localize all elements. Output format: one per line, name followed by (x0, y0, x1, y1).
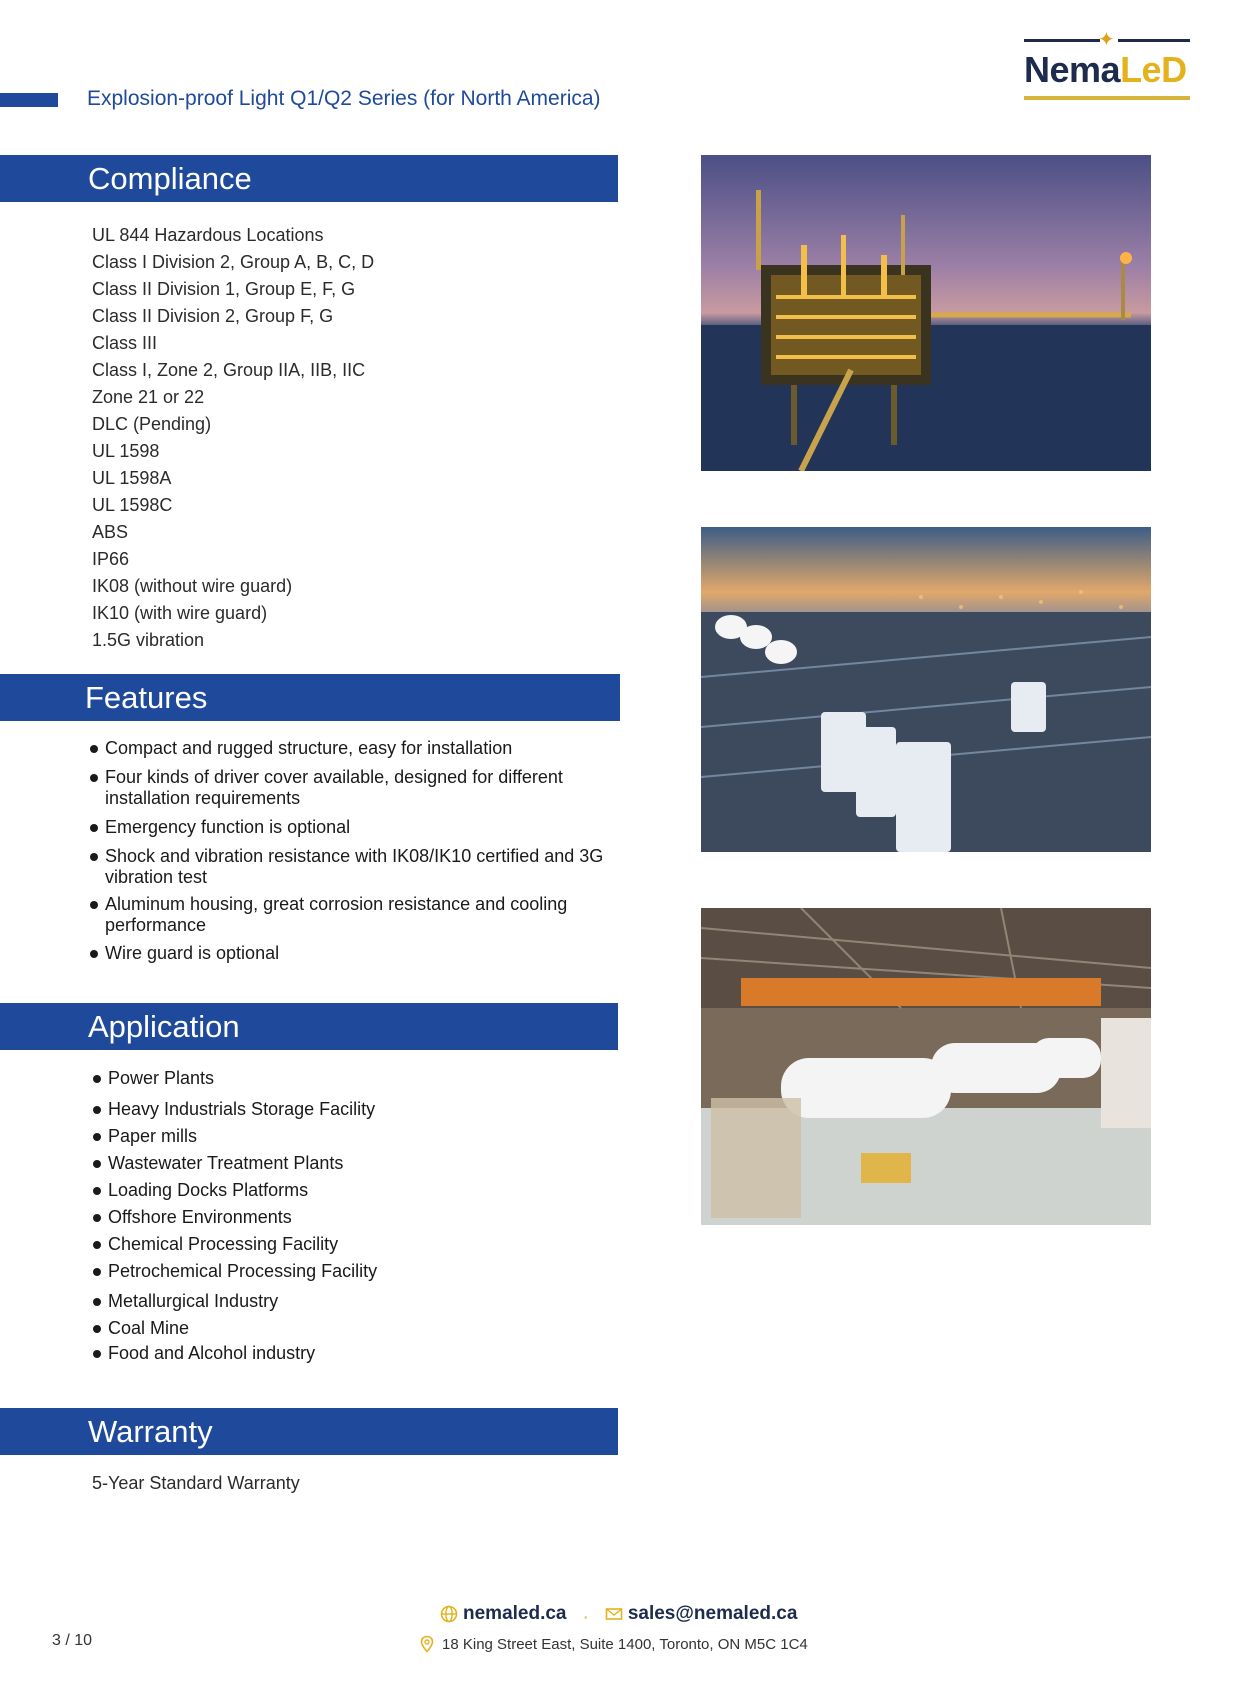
application-item: Wastewater Treatment Plants (93, 1153, 593, 1174)
document-title: Explosion-proof Light Q1/Q2 Series (for North America) (87, 87, 601, 110)
features-item: Shock and vibration resistance with IK08/IK10 certified and 3G vibration test (90, 846, 610, 888)
warranty-heading-bar (0, 1408, 618, 1455)
compliance-list (92, 222, 374, 654)
warranty-heading: Warranty (88, 1414, 213, 1449)
footer-contacts (440, 1603, 797, 1629)
features-heading: Features (85, 680, 208, 715)
compliance-item: DLC (Pending) (92, 414, 212, 434)
compliance-item: Class II Division 1, Group E, F, G (92, 279, 356, 299)
address-text: 18 King Street East, Suite 1400, Toronto, ON M5C 1C4 (442, 1635, 808, 1653)
application-heading: Application (88, 1009, 240, 1044)
features-list (90, 738, 610, 964)
features-item: Compact and rugged structure, easy for installation (90, 738, 610, 759)
application-item: Metallurgical Industry (93, 1291, 593, 1312)
compliance-item: UL 1598A (92, 468, 172, 488)
application-item: Loading Docks Platforms (93, 1180, 593, 1201)
compliance-item: Class I Division 2, Group A, B, C, D (92, 252, 375, 272)
email-text: sales@nemaled.ca (627, 1603, 798, 1624)
compliance-item: 1.5G vibration (92, 630, 205, 650)
footer-separator: · (582, 1607, 589, 1628)
logo-line-left (1024, 39, 1100, 42)
application-item: Chemical Processing Facility (93, 1234, 593, 1255)
mail-icon (605, 1605, 623, 1623)
globe-icon (440, 1605, 458, 1623)
application-list (93, 1068, 593, 1364)
compliance-item: IP66 (92, 549, 130, 569)
compliance-item: IK08 (without wire guard) (92, 576, 293, 596)
application-item: Food and Alcohol industry (93, 1343, 593, 1364)
offshore-platform-photo (701, 155, 1151, 471)
website-link[interactable] (440, 1603, 567, 1625)
application-item: Offshore Environments (93, 1207, 593, 1228)
application-item: Coal Mine (93, 1318, 593, 1339)
maple-leaf-icon: ✦ (1098, 29, 1115, 51)
compliance-item: UL 844 Hazardous Locations (92, 225, 324, 245)
nemaled-logo (1018, 30, 1198, 106)
compliance-item: Class II Division 2, Group F, G (92, 306, 334, 326)
application-item: Petrochemical Processing Facility (93, 1261, 593, 1282)
warranty-text: 5-Year Standard Warranty (92, 1473, 300, 1493)
features-heading-bar (0, 674, 620, 721)
application-item: Heavy Industrials Storage Facility (93, 1099, 593, 1120)
compliance-item: UL 1598 (92, 441, 160, 461)
compliance-item: Class I, Zone 2, Group IIA, IIB, IIC (92, 360, 366, 380)
refinery-photo (701, 527, 1151, 852)
compliance-item: UL 1598C (92, 495, 173, 515)
compliance-item: IK10 (with wire guard) (92, 603, 268, 623)
compliance-heading: Compliance (88, 161, 252, 196)
application-heading-bar (0, 1003, 618, 1050)
email-link[interactable] (605, 1603, 798, 1625)
compliance-item: Zone 21 or 22 (92, 387, 205, 407)
compliance-item: Class III (92, 333, 158, 353)
logo-line-right (1118, 39, 1190, 42)
footer-address (418, 1635, 808, 1653)
page-number: 3 / 10 (52, 1632, 93, 1649)
features-item: Aluminum housing, great corrosion resistance and cooling performance (90, 894, 610, 936)
compliance-heading-bar (0, 155, 618, 202)
logo-wordmark (1024, 50, 1187, 90)
features-item: Wire guard is optional (90, 943, 610, 964)
logo-underline (1024, 96, 1190, 100)
paper-mill-photo (701, 908, 1151, 1225)
website-text: nemaled.ca (463, 1603, 567, 1624)
application-item: Paper mills (93, 1126, 593, 1147)
location-pin-icon (418, 1635, 436, 1653)
logo-text-dark: Nema (1024, 49, 1121, 90)
features-item: Four kinds of driver cover available, designed for different installation requirements (90, 767, 610, 809)
logo-text-gold: LeD (1120, 49, 1187, 90)
features-item: Emergency function is optional (90, 817, 610, 838)
compliance-item: ABS (92, 522, 129, 542)
header-accent-bar (0, 93, 58, 107)
application-item: Power Plants (93, 1068, 593, 1089)
